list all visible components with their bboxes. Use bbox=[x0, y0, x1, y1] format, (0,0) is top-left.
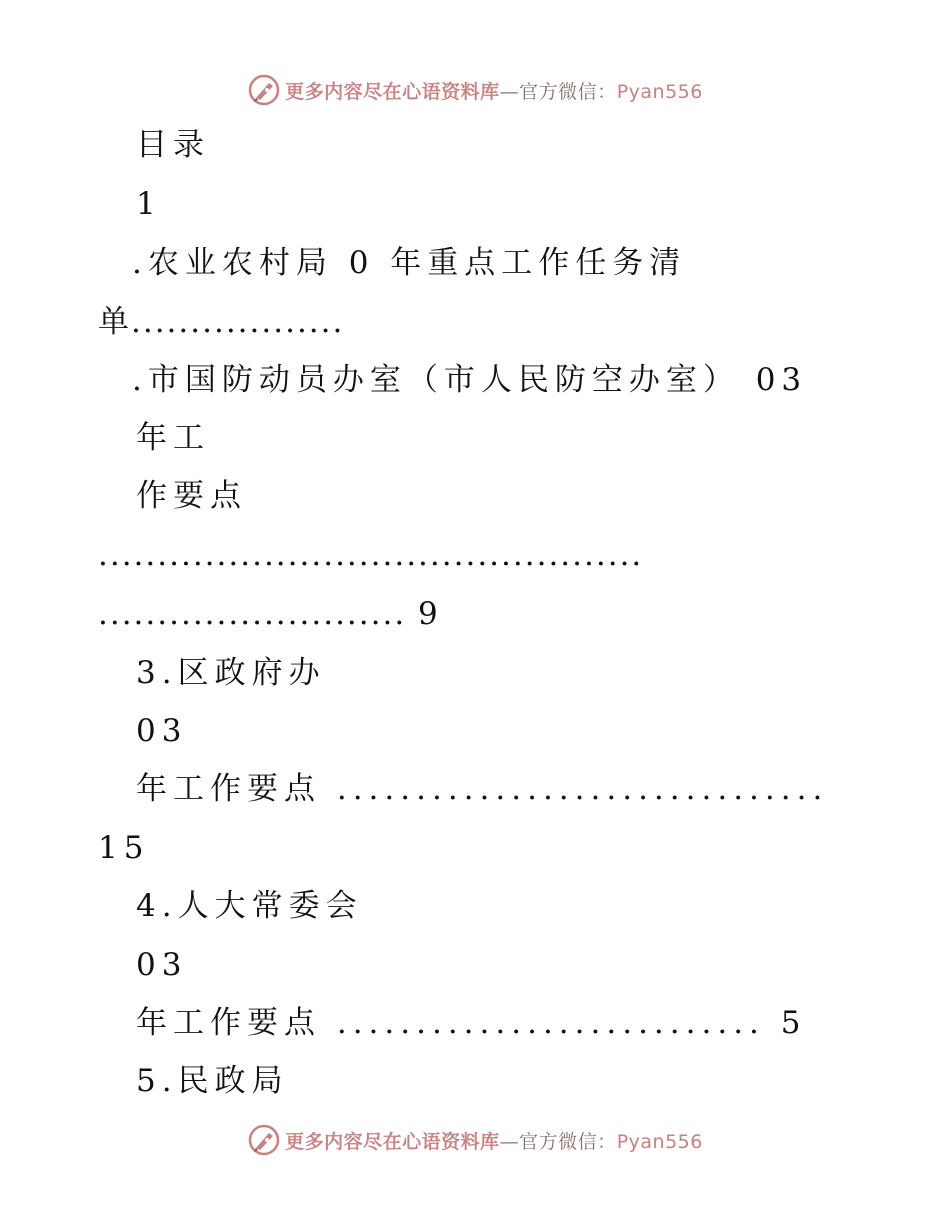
watermark-text bbox=[285, 77, 703, 104]
watermark-separator: — bbox=[499, 80, 520, 103]
toc-entry-2-cont-2: 作要点 bbox=[136, 478, 247, 514]
watermark-separator: — bbox=[499, 1130, 520, 1153]
toc-entry-3-page: 15 bbox=[98, 830, 150, 866]
pen-logo-icon bbox=[247, 1123, 281, 1157]
toc-entry-1-title: .农业农村局 0 年重点工作任务清 bbox=[132, 245, 687, 281]
toc-entry-3-continuation: 年工作要点 ............................... bbox=[136, 771, 829, 807]
toc-entry-3-year: 03 bbox=[136, 713, 188, 749]
toc-entry-1-continuation: 单.................. bbox=[98, 304, 345, 340]
toc-entry-2-title: .市国防动员办室（市人民防空办室） 03 bbox=[132, 362, 808, 398]
watermark-site: 更多内容尽在心语资料库 bbox=[285, 80, 500, 103]
watermark-wechat-label: 官方微信： bbox=[519, 80, 617, 103]
watermark-wechat-id: Pyan556 bbox=[616, 1130, 703, 1153]
watermark-wechat-label: 官方微信： bbox=[519, 1130, 617, 1153]
toc-entry-2-leader-page: .......................... 9 bbox=[98, 596, 440, 632]
toc-entry-4-continuation: 年工作要点 ........................... 5 bbox=[136, 1005, 807, 1041]
header-watermark-banner bbox=[0, 70, 950, 110]
watermark-wechat-id: Pyan556 bbox=[616, 80, 703, 103]
toc-entry-2-cont-1: 年工 bbox=[136, 420, 210, 456]
footer-watermark-banner bbox=[0, 1120, 950, 1160]
toc-heading: 目录 bbox=[136, 127, 210, 163]
toc-entry-4-title: 4.人大常委会 bbox=[136, 888, 363, 924]
toc-entry-1-number: 1 bbox=[136, 186, 162, 222]
toc-entry-5-title: 5.民政局 bbox=[136, 1063, 289, 1099]
watermark-text bbox=[285, 1127, 703, 1154]
toc-entry-2-leader-dots: .............................................. bbox=[98, 537, 644, 573]
pen-logo-icon bbox=[247, 73, 281, 107]
toc-entry-4-year: 03 bbox=[136, 947, 188, 983]
watermark-site: 更多内容尽在心语资料库 bbox=[285, 1130, 500, 1153]
toc-entry-3-title: 3.区政府办 bbox=[136, 655, 326, 691]
